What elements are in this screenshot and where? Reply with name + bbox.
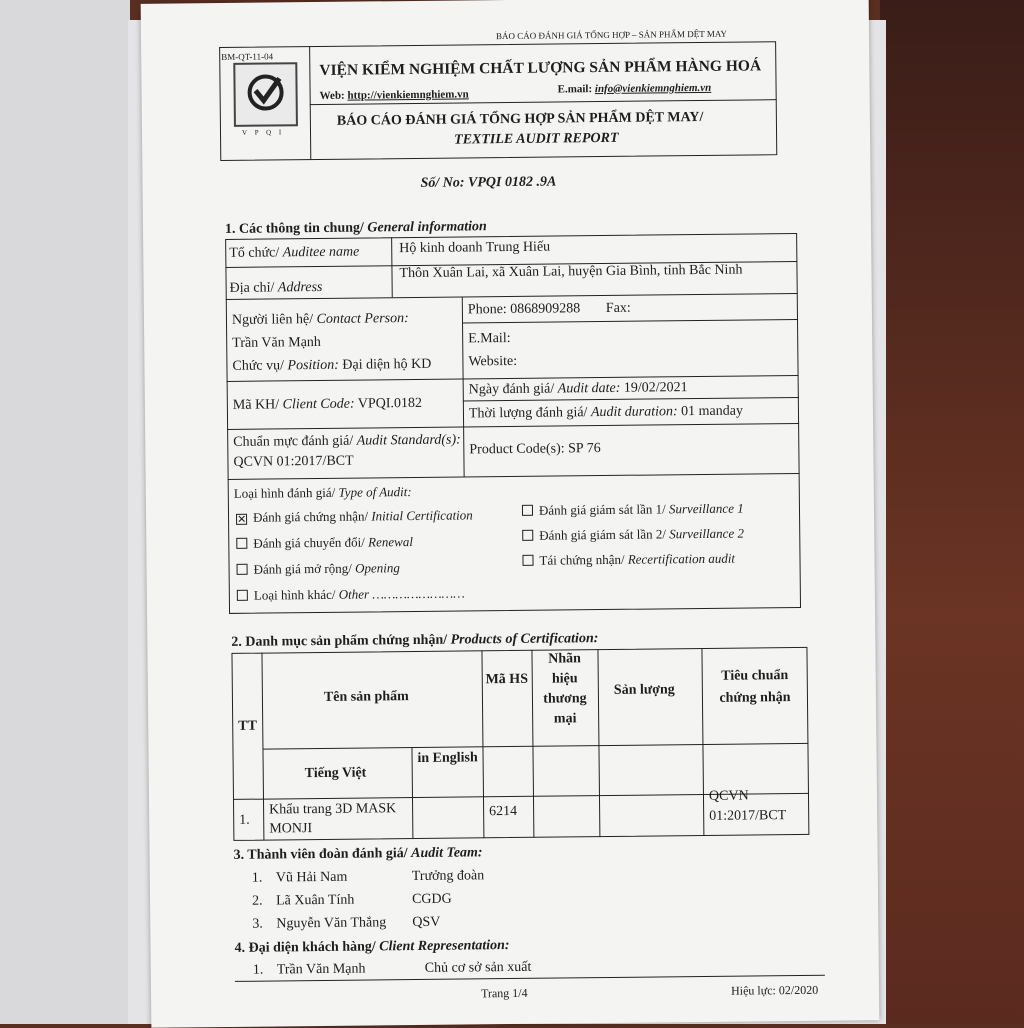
report-title-en: TEXTILE AUDIT REPORT bbox=[454, 130, 619, 148]
team-member-number: 1. bbox=[251, 870, 263, 886]
audit-date: Ngày đánh giá/ Audit date: 19/02/2021 bbox=[468, 380, 688, 398]
audit-type-option[interactable]: Loại hình khác/ Other …………………… bbox=[237, 585, 465, 603]
checkbox-icon[interactable] bbox=[236, 538, 247, 549]
team-member-name: Nguyễn Văn Thắng bbox=[276, 915, 387, 932]
col-brand: Nhãn hiệu thương mại bbox=[543, 651, 587, 727]
section3-heading: 3. Thành viên đoàn đánh giá/ Audit Team: bbox=[233, 845, 483, 863]
row1-tt: 1. bbox=[239, 812, 250, 828]
client-rep-name: Trần Văn Mạnh bbox=[276, 961, 366, 978]
institute-name: VIỆN KIỂM NGHIỆM CHẤT LƯỢNG SẢN PHẨM HÀNG HOÁ bbox=[319, 57, 762, 79]
checkmark-logo-icon bbox=[235, 64, 296, 125]
col-output: Sản lượng bbox=[613, 682, 675, 698]
address-label: Địa chỉ/ Address bbox=[229, 279, 323, 296]
audit-team-list bbox=[141, 0, 869, 4]
contact-name: Trần Văn Mạnh bbox=[232, 334, 321, 351]
checkbox-icon[interactable] bbox=[522, 505, 533, 516]
standard-value: QCVN 01:2017/BCT bbox=[233, 453, 354, 470]
website-field: Website: bbox=[468, 353, 518, 370]
phone: Phone: 0868909288 bbox=[467, 301, 581, 318]
position-line: Chức vụ/ Position: Đại diện hộ KD bbox=[232, 356, 432, 374]
team-member-role: Trưởng đoàn bbox=[411, 868, 485, 885]
email-link[interactable]: info@vienkiemnghiem.vn bbox=[594, 81, 712, 96]
col-hs: Mã HS bbox=[485, 671, 529, 688]
audit-duration: Thời lượng đánh giá/ Audit duration: 01 manday bbox=[468, 403, 744, 422]
audit-type-list-right bbox=[141, 0, 869, 4]
team-member-number: 2. bbox=[251, 893, 263, 909]
audit-type-option[interactable]: ✕ Đánh giá chứng nhận/ Initial Certification bbox=[237, 507, 473, 526]
address-value: Thôn Xuân Lai, xã Xuân Lai, huyện Gia Bình, tỉnh Bắc Ninh bbox=[399, 262, 743, 282]
document-page bbox=[141, 0, 880, 1028]
audit-type-list-left bbox=[141, 0, 869, 4]
fax: Fax: bbox=[605, 300, 631, 316]
section2-heading: 2. Danh mục sản phẩm chứng nhận/ Products of Certification: bbox=[231, 631, 599, 650]
background-right bbox=[880, 0, 1024, 1024]
audit-type-option[interactable]: Tái chứng nhận/ Recertification audit bbox=[522, 551, 735, 569]
col-tt: TT bbox=[238, 718, 257, 734]
col-product: Tên sản phẩm bbox=[323, 689, 409, 705]
email-line: E.mail: info@vienkiemnghiem.vn bbox=[557, 81, 712, 96]
report-number: Số/ No: VPQI 0182 .9A bbox=[420, 174, 557, 191]
web-line: Web: http://vienkiemnghiem.vn bbox=[319, 88, 469, 102]
standard-label: Chuẩn mực đánh giá/ Audit Standard(s): bbox=[233, 432, 461, 450]
client-rep-number: 1. bbox=[252, 962, 264, 978]
contact-label: Người liên hệ/ Contact Person: bbox=[231, 311, 409, 328]
team-member-name: Lã Xuân Tính bbox=[275, 892, 355, 909]
product-code: Product Code(s): SP 76 bbox=[469, 441, 601, 458]
email-field: E.Mail: bbox=[468, 330, 511, 347]
auditee-value: Hộ kinh doanh Trung Hiếu bbox=[399, 239, 551, 257]
footer-effective: Hiệu lực: 02/2020 bbox=[730, 982, 819, 998]
team-member-number: 3. bbox=[252, 916, 263, 932]
web-link[interactable]: http://vienkiemnghiem.vn bbox=[347, 88, 469, 102]
row1-name-vi: Khẩu trang 3D MASK MONJI bbox=[269, 801, 397, 837]
row1-hs: 6214 bbox=[489, 803, 518, 820]
form-code: BM-QT-11-04 bbox=[221, 51, 274, 62]
sub-col-en: in English bbox=[417, 750, 478, 766]
audit-type-option[interactable]: Đánh giá chuyển đổi/ Renewal bbox=[236, 534, 413, 552]
checkbox-icon[interactable] bbox=[237, 590, 248, 601]
checkbox-icon[interactable] bbox=[522, 555, 533, 566]
audit-type-option[interactable]: Đánh giá giám sát lần 2/ Surveillance 2 bbox=[522, 526, 744, 544]
report-title-vi: BÁO CÁO ĐÁNH GIÁ TỔNG HỢP SẢN PHẨM DỆT MAY/ bbox=[336, 109, 704, 129]
logo-text: V P Q I bbox=[241, 128, 285, 137]
auditee-label: Tổ chức/ Auditee name bbox=[229, 244, 360, 261]
section4-heading: 4. Đại diện khách hàng/ Client Representation: bbox=[234, 938, 510, 956]
team-member-role: CGDG bbox=[411, 891, 452, 908]
background-left bbox=[0, 0, 130, 1024]
team-member-name: Vũ Hải Nam bbox=[275, 869, 348, 886]
vpqi-logo bbox=[233, 62, 298, 127]
sub-col-vi: Tiếng Việt bbox=[304, 765, 367, 782]
row1-standard: QCVN 01:2017/BCT bbox=[708, 788, 787, 824]
checkbox-icon[interactable] bbox=[237, 564, 248, 575]
audit-type-label: Loại hình đánh giá/ Type of Audit: bbox=[233, 484, 412, 501]
section1-heading: 1. Các thông tin chung/ General information bbox=[224, 219, 487, 237]
footer-page: Trang 1/4 bbox=[480, 985, 528, 1001]
client-rep-role: Chủ cơ sở sản xuất bbox=[424, 959, 532, 976]
checkbox-icon[interactable] bbox=[522, 530, 533, 541]
audit-type-option[interactable]: Đánh giá mở rộng/ Opening bbox=[237, 560, 400, 578]
checked-checkbox-icon[interactable]: ✕ bbox=[237, 513, 247, 526]
client-code: Mã KH/ Client Code: VPQI.0182 bbox=[232, 395, 423, 413]
client-rep-list bbox=[141, 0, 869, 4]
col-standard: Tiêu chuẩn chứng nhận bbox=[719, 668, 791, 706]
audit-type-option[interactable]: Đánh giá giám sát lần 1/ Surveillance 1 bbox=[522, 501, 744, 519]
team-member-role: QSV bbox=[412, 914, 441, 931]
top-header-right: BÁO CÁO ĐÁNH GIÁ TỔNG HỢP – SẢN PHẨM DỆT MAY bbox=[495, 28, 728, 42]
